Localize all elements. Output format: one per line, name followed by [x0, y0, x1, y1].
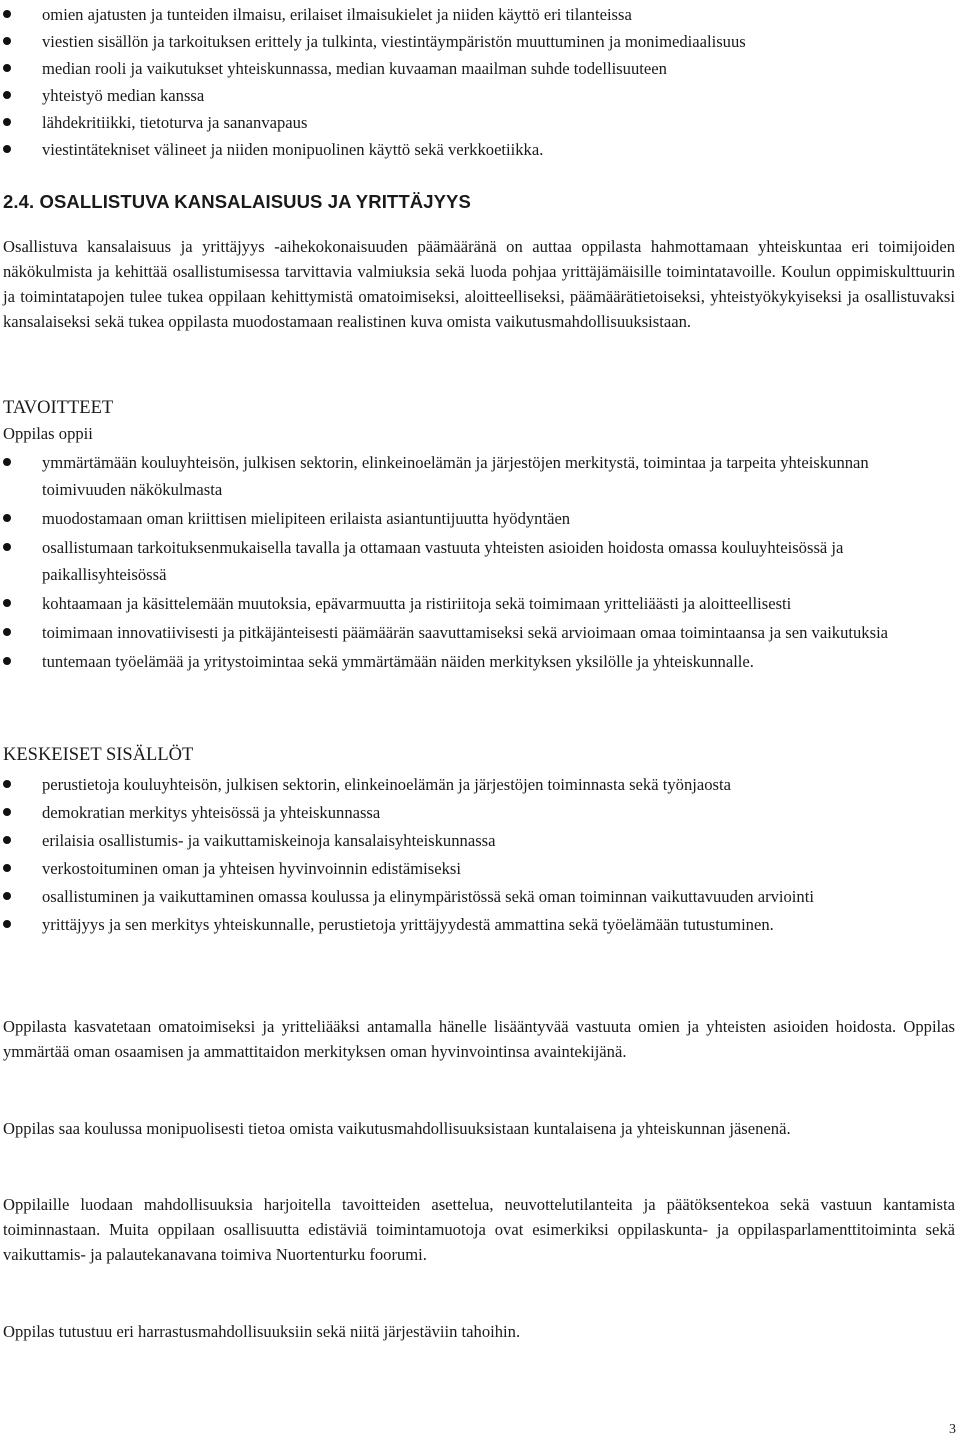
body-paragraph: Oppilas saa koulussa monipuolisesti tietoa omista vaikutusmahdollisuuksistaan kuntalaisena ja yhteiskunnan jäsenenä. — [3, 1119, 791, 1138]
bullet-icon — [3, 920, 11, 928]
contents-list — [0, 771, 960, 939]
bullet-icon — [3, 458, 11, 466]
list-item: median rooli ja vaikutukset yhteiskunnassa, median kuvaaman maailman suhde todellisuuteen — [0, 55, 960, 82]
bullet-icon — [3, 37, 11, 45]
bullet-icon — [3, 808, 11, 816]
bullet-icon — [3, 780, 11, 788]
body-paragraph: Oppilaille luodaan mahdollisuuksia harjoitella tavoitteiden asettelua, neuvottelutilanteita ja päätöksentekoa sekä vastuun kantamista toiminnastaan. Muita oppilaan osallisuutta edistäviä toimintamuotoja ovat esimerkiksi oppilaskunta- ja oppilasparlamenttitoiminta sekä vaikuttamis- ja palautekanavana toimiva Nuortenturku foorumi. — [3, 1195, 955, 1264]
list-item: verkostoituminen oman ja yhteisen hyvinvoinnin edistämiseksi — [0, 855, 960, 882]
body-paragraph: Oppilasta kasvatetaan omatoimiseksi ja yritteliääksi antamalla hänelle lisääntyvää vastuuta omien ja yhteisten asioiden hoidosta. Oppilas ymmärtää oman osaamisen ja ammattitaidon merkityksen oman hyvinvointinsa avaintekijänä. — [3, 1017, 955, 1061]
bullet-icon — [3, 628, 11, 636]
list-item: osallistumaan tarkoituksenmukaisella tavalla ja ottamaan vastuuta yhteisten asioiden hoidosta omassa kouluyhteisössä ja paikallisyhteisössä — [0, 534, 960, 588]
contents-title: KESKEISET SISÄLLÖT — [3, 745, 194, 765]
list-item: perustietoja kouluyhteisön, julkisen sektorin, elinkeinoelämän ja järjestöjen toiminnasta sekä työnjaosta — [0, 771, 960, 798]
list-item: viestien sisällön ja tarkoituksen erittely ja tulkinta, viestintäympäristön muuttuminen ja monimediaalisuus — [0, 28, 960, 55]
goals-list — [0, 449, 960, 677]
list-item: lähdekritiikki, tietoturva ja sananvapaus — [0, 109, 960, 136]
bullet-icon — [3, 64, 11, 72]
bullet-icon — [3, 892, 11, 900]
bullet-icon — [3, 10, 11, 18]
body-paragraph: Oppilas tutustuu eri harrastusmahdollisuuksiin sekä niitä järjestäviin tahoihin. — [3, 1322, 521, 1341]
list-item: osallistuminen ja vaikuttaminen omassa koulussa ja elinympäristössä sekä oman toiminnan vaikuttavuuden arviointi — [0, 883, 960, 910]
list-item: tuntemaan työelämää ja yritystoimintaa sekä ymmärtämään näiden merkityksen yksilölle ja yhteiskunnalle. — [0, 648, 960, 675]
bullet-icon — [3, 118, 11, 126]
bullet-icon — [3, 543, 11, 551]
list-item: viestintätekniset välineet ja niiden monipuolinen käyttö sekä verkkoetiikka. — [0, 136, 960, 163]
goals-title: TAVOITTEET — [3, 398, 114, 418]
bullet-icon — [3, 836, 11, 844]
page-number: 3 — [949, 1422, 956, 1437]
media-topics-list — [0, 1, 960, 163]
intro-paragraph: Osallistuva kansalaisuus ja yrittäjyys -aihekokonaisuuden päämääränä on auttaa oppilasta hahmottamaan yhteiskuntaa eri toimijoiden näkökulmista ja kehittää osallistumisessa tarvittavia valmiuksia sekä luoda pohjaa yrittäjämäisille toimintatavoille. Koulun oppimiskulttuurin ja toimintatapojen tulee tukea oppilaan kehittymistä omatoimiseksi, aloitteelliseksi, päämäärätietoiseksi, yhteistyökykyiseksi ja osallistuvaksi kansalaiseksi sekä tukea oppilasta muodostamaan realistinen kuva omista vaikutusmahdollisuuksistaan. — [3, 237, 955, 331]
list-item: muodostamaan oman kriittisen mielipiteen erilaista asiantuntijuutta hyödyntäen — [0, 505, 960, 532]
bullet-icon — [3, 657, 11, 665]
list-item: ymmärtämään kouluyhteisön, julkisen sektorin, elinkeinoelämän ja järjestöjen merkitystä, toimintaa ja tarpeita yhteiskunnan toimivuuden näkökulmasta — [0, 449, 960, 503]
bullet-icon — [3, 864, 11, 872]
bullet-icon — [3, 599, 11, 607]
goals-subtitle: Oppilas oppii — [3, 424, 93, 443]
list-item: yrittäjyys ja sen merkitys yhteiskunnalle, perustietoja yrittäjyydestä ammattina sekä työelämään tutustuminen. — [0, 911, 960, 938]
section-heading: 2.4. OSALLISTUVA KANSALAISUUS JA YRITTÄJYYS — [3, 191, 471, 212]
bullet-icon — [3, 145, 11, 153]
list-item: demokratian merkitys yhteisössä ja yhteiskunnassa — [0, 799, 960, 826]
bullet-icon — [3, 91, 11, 99]
list-item: toimimaan innovatiivisesti ja pitkäjänteisesti päämäärän saavuttamiseksi sekä arvioimaan omaa toimintaansa ja sen vaikutuksia — [0, 619, 960, 646]
list-item: erilaisia osallistumis- ja vaikuttamiskeinoja kansalaisyhteiskunnassa — [0, 827, 960, 854]
list-item: kohtaamaan ja käsittelemään muutoksia, epävarmuutta ja ristiriitoja sekä toimimaan yritteliäästi ja aloitteellisesti — [0, 590, 960, 617]
list-item: yhteistyö median kanssa — [0, 82, 960, 109]
list-item: omien ajatusten ja tunteiden ilmaisu, erilaiset ilmaisukielet ja niiden käyttö eri tilanteissa — [0, 1, 960, 28]
bullet-icon — [3, 514, 11, 522]
